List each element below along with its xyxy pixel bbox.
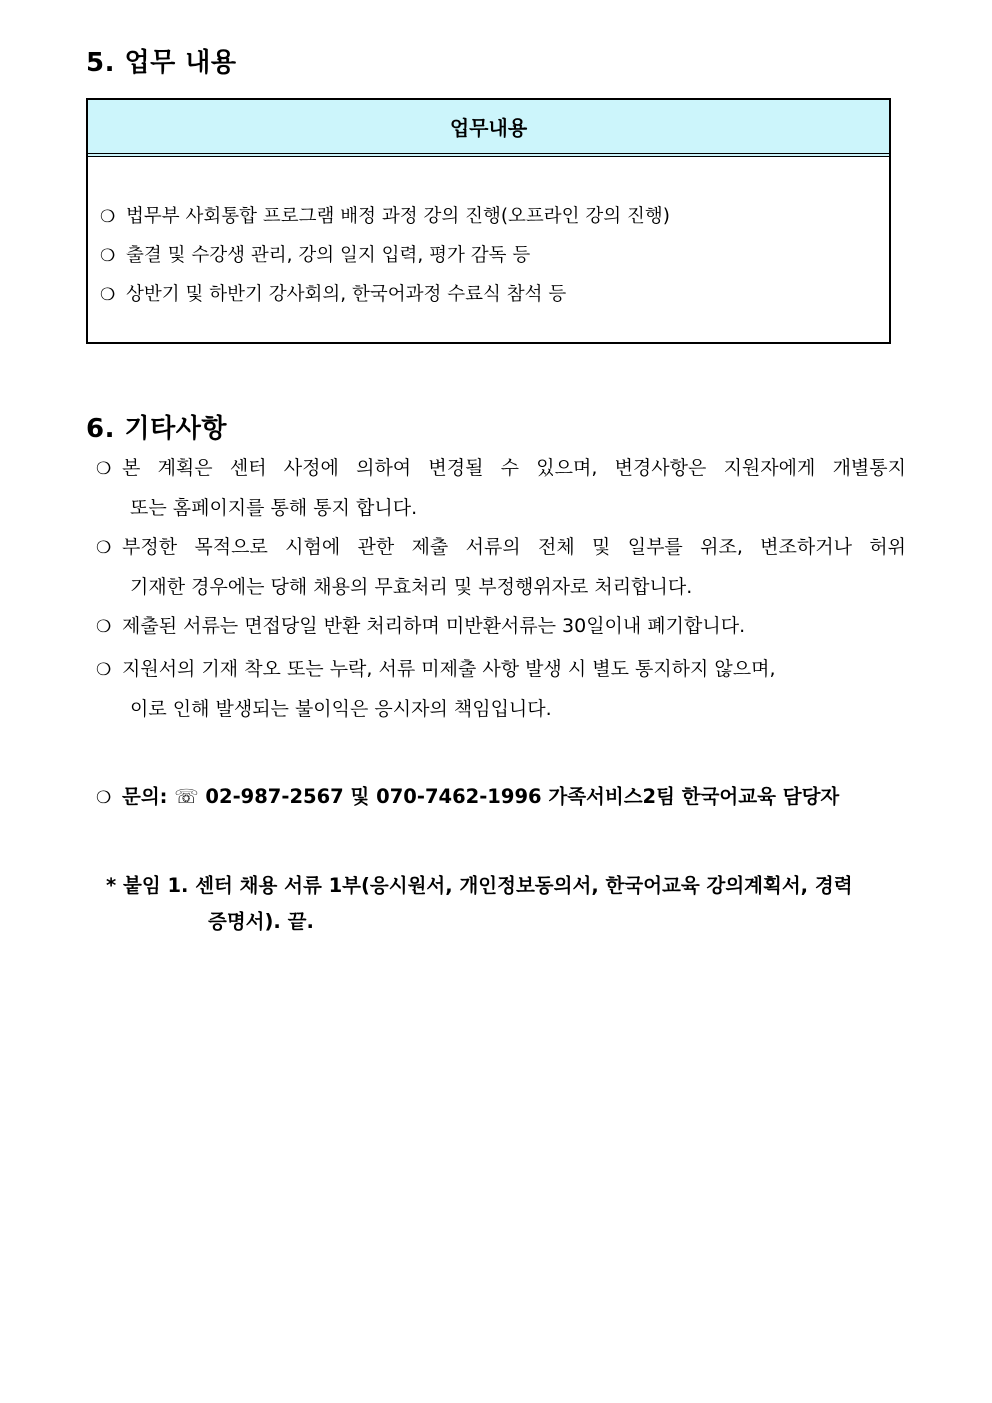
circle-bullet-icon: ❍ bbox=[100, 246, 116, 266]
duty-item bbox=[100, 236, 889, 275]
circle-bullet-icon: ❍ bbox=[100, 207, 116, 227]
duty-table-header: 업무내용 bbox=[88, 100, 889, 157]
circle-bullet-icon: ❍ bbox=[96, 459, 112, 479]
section-5-title: 5. 업무 내용 bbox=[86, 48, 237, 78]
duty-item bbox=[100, 197, 889, 236]
note-continuation: 이로 인해 발생되는 불이익은 응시자의 책임입니다. bbox=[130, 698, 552, 720]
note-text: 본 계획은 센터 사정에 의하여 변경될 수 있으며, 변경사항은 지원자에게 개별통지 bbox=[122, 457, 906, 479]
duty-item-text: 법무부 사회통합 프로그램 배정 과정 강의 진행(오프라인 강의 진행) bbox=[126, 206, 670, 227]
note-continuation: 기재한 경우에는 당해 채용의 무효처리 및 부정행위자로 처리합니다. bbox=[130, 576, 693, 598]
circle-bullet-icon: ❍ bbox=[96, 538, 112, 558]
circle-bullet-icon: ❍ bbox=[96, 617, 112, 637]
note-line bbox=[96, 528, 906, 568]
note-continuation: 또는 홈페이지를 통해 통지 합니다. bbox=[130, 497, 418, 519]
attachment-continuation: 증명서). 끝. bbox=[208, 910, 314, 933]
note-line bbox=[96, 607, 906, 647]
note-line bbox=[96, 449, 906, 489]
duty-item bbox=[100, 275, 889, 314]
circle-bullet-icon: ❍ bbox=[100, 285, 116, 305]
section-6-title: 6. 기타사항 bbox=[86, 414, 227, 444]
duty-item-text: 출결 및 수강생 관리, 강의 일지 입력, 평가 감독 등 bbox=[126, 245, 531, 266]
note-text: 제출된 서류는 면접당일 반환 처리하며 미반환서류는 30일이내 폐기합니다. bbox=[122, 615, 746, 637]
contact-text: 문의: ☏ 02-987-2567 및 070-7462-1996 가족서비스2팀 한국어교육 담당자 bbox=[122, 785, 840, 808]
circle-bullet-icon: ❍ bbox=[96, 660, 112, 680]
note-text: 부정한 목적으로 시험에 관한 제출 서류의 전체 및 일부를 위조, 변조하거나 허위 bbox=[122, 536, 906, 558]
duty-table bbox=[86, 98, 891, 344]
contact-line bbox=[96, 777, 839, 818]
attachment-line: * 붙임 1. 센터 채용 서류 1부(응시원서, 개인정보동의서, 한국어교육 강의계획서, 경력 bbox=[106, 874, 853, 897]
note-item bbox=[96, 607, 906, 647]
note-item bbox=[96, 528, 906, 607]
duty-list bbox=[88, 157, 889, 314]
note-text: 지원서의 기재 착오 또는 누락, 서류 미제출 사항 발생 시 별도 통지하지 않으며, bbox=[122, 658, 776, 680]
note-item bbox=[96, 650, 906, 729]
note-item bbox=[96, 449, 906, 528]
duty-item-text: 상반기 및 하반기 강사회의, 한국어과정 수료식 참석 등 bbox=[126, 284, 567, 305]
circle-bullet-icon: ❍ bbox=[96, 788, 112, 808]
attachment-note bbox=[106, 868, 906, 940]
note-line bbox=[96, 650, 906, 690]
